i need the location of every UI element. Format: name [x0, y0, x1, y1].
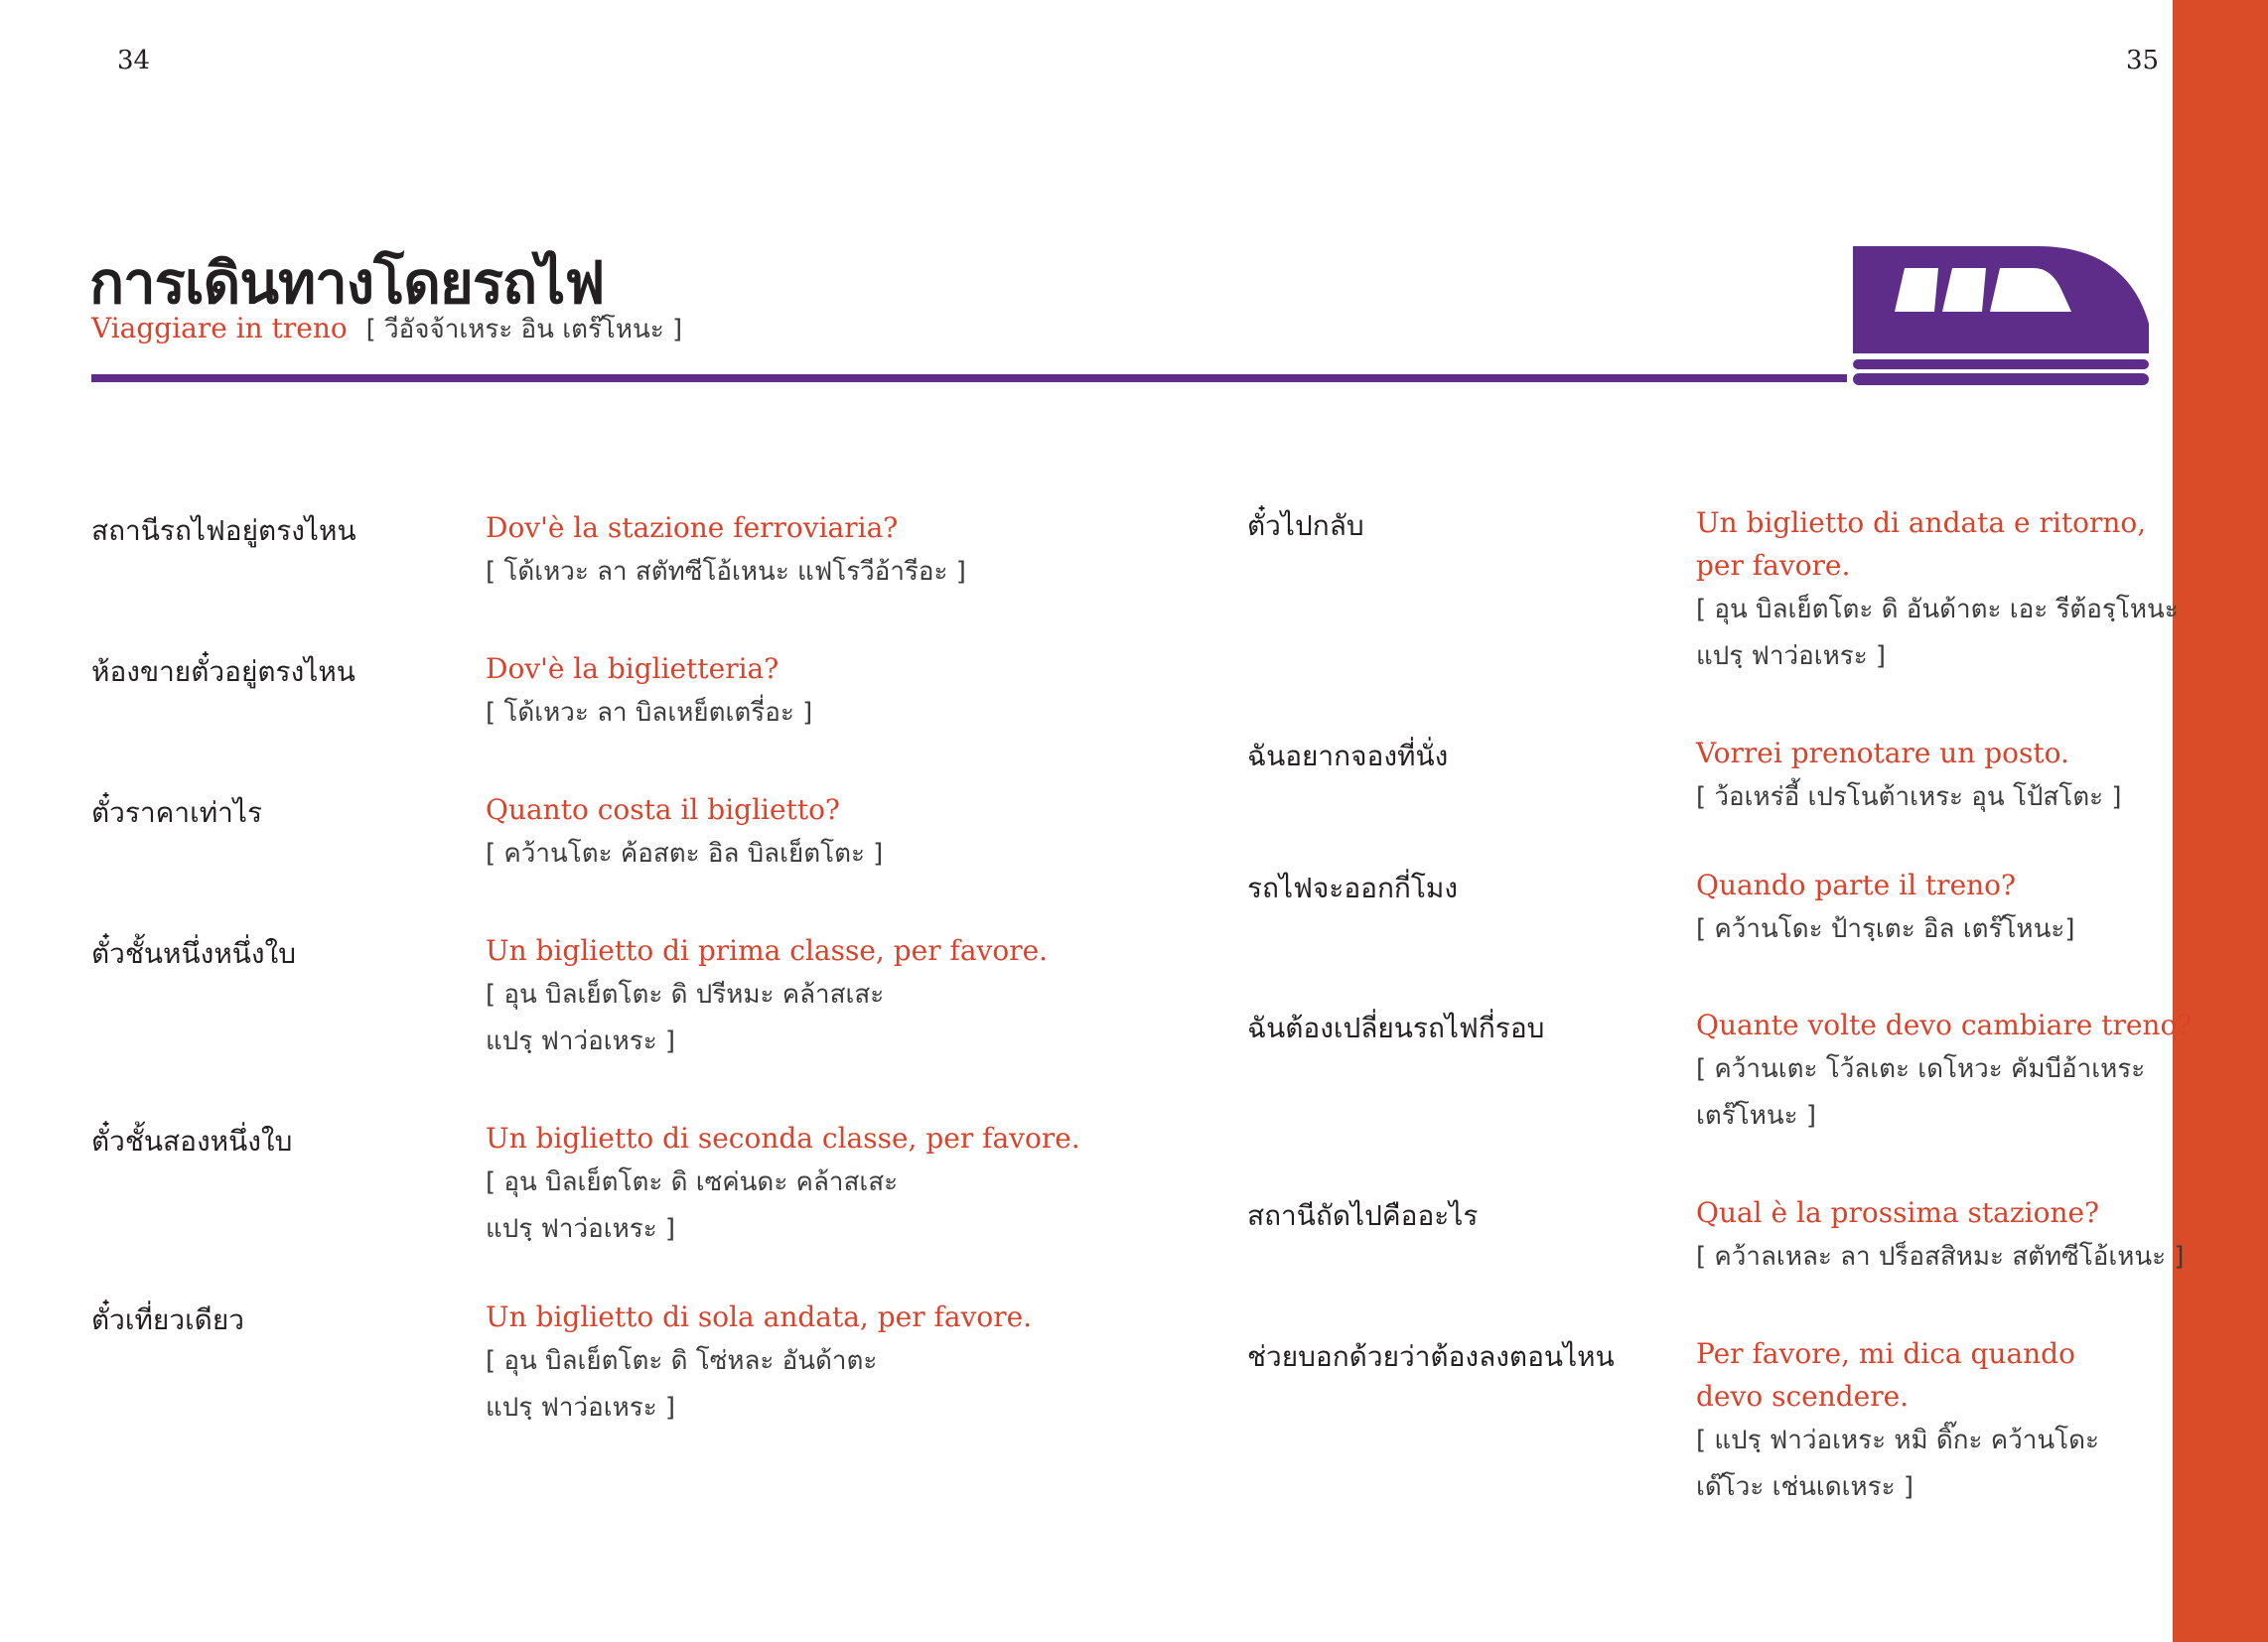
phrase-thai: ตั๋วไปกลับ [1247, 509, 1364, 542]
phrase-entry [1696, 501, 2179, 680]
phrase-italian: Un biglietto di prima classe, per favore. [486, 934, 1049, 967]
phrase-pronunciation: [ แปรฺ ฟาว่อเหระ หมิ ดิ๊กะ คว้านโดะ [1696, 1426, 2099, 1455]
phrase-entry [486, 647, 812, 737]
phrase-pronunciation: [ โด้เหวะ ลา บิลเหย็ตเตรี่อะ ] [486, 698, 813, 728]
phrase-italian: Un biglietto di seconda classe, per favore. [486, 1122, 1080, 1155]
phrase-pronunciation: [ คว้านเตะ โว้ลเตะ เดโหวะ คัมบีอ้าเหระ [1696, 1054, 2146, 1084]
phrase-entry [486, 1296, 1032, 1432]
phrase-italian: Quante volte devo cambiare treno? [1696, 1009, 2193, 1041]
phrase-pronunciation: [ คว้านโดะ ป้ารฺเตะ อิล เตร๊โหนะ] [1696, 914, 2075, 944]
phrase-pronunciation: [ อุน บิลเย็ตโตะ ดิ เซค่นดะ คล้าสเสะ [486, 1167, 899, 1197]
phrase-italian: devo scendere. [1696, 1380, 1910, 1413]
phrase-pronunciation: [ อุน บิลเย็ตโตะ ดิ อันด้าตะ เอะ รีต้อรฺโหนะ [1696, 595, 2179, 624]
phrase-entry [1696, 1004, 2192, 1140]
phrase-pronunciation: [ อุน บิลเย็ตโตะ ดิ ปรีหมะ คล้าสเสะ [486, 980, 885, 1010]
phrase-pronunciation: แปรฺ ฟาว่อเหระ ] [486, 1026, 676, 1056]
phrase-pronunciation: แปรฺ ฟาว่อเหระ ] [486, 1393, 676, 1423]
phrase-thai: สถานีรถไฟอยู่ตรงไหน [91, 514, 356, 547]
title-rule [91, 374, 1847, 382]
phrase-pronunciation: [ คว้าลเหละ ลา ปร็อสสิหมะ สตัทซีโอ้เหนะ ] [1696, 1242, 2185, 1272]
phrase-pronunciation: [ คว้านโตะ ค้อสตะ อิล บิลเย็ตโตะ ] [486, 839, 884, 869]
phrase-pronunciation: [ โด้เหวะ ลา สตัทซีโอ้เหนะ แฟโรวีอ้ารีอะ ] [486, 557, 966, 587]
phrase-pronunciation: [ ว้อเหร่อี้ เปรโนต้าเหระ อุน โป้สโตะ ] [1696, 782, 2122, 812]
page-title: การเดินทางโดยรถไฟ [89, 249, 605, 317]
page-number-left: 34 [117, 46, 151, 75]
side-accent-bar [2173, 0, 2268, 1642]
subtitle-italian: Viaggiare in treno [91, 312, 348, 344]
phrase-entry [486, 929, 1048, 1065]
phrase-pronunciation: [ อุน บิลเย็ตโตะ ดิ โซ่หละ อันด้าตะ [486, 1346, 878, 1376]
phrase-thai: ห้องขายตั๋วอยู่ตรงไหน [91, 655, 355, 688]
phrase-thai: ช่วยบอกด้วยว่าต้องลงตอนไหน [1247, 1340, 1615, 1373]
phrase-entry [1696, 732, 2122, 821]
phrase-entry [1696, 1191, 2185, 1281]
train-icon [1853, 246, 2149, 389]
phrase-italian: Un biglietto di andata e ritorno, [1696, 506, 2147, 539]
phrase-italian: Vorrei prenotare un posto. [1696, 737, 2069, 769]
page-subtitle [91, 309, 682, 349]
phrase-entry [486, 788, 883, 878]
phrase-thai: ตั๋วราคาเท่าไร [91, 796, 262, 829]
phrase-italian: Dov'è la biglietteria? [486, 652, 780, 685]
phrase-italian: Qual è la prossima stazione? [1696, 1196, 2100, 1229]
phrase-entry [486, 506, 966, 596]
phrase-italian: per favore. [1696, 549, 1851, 582]
phrase-italian: Per favore, mi dica quando [1696, 1337, 2075, 1370]
phrase-thai: รถไฟจะออกกี่โมง [1247, 872, 1459, 904]
phrase-entry [1696, 1332, 2099, 1511]
page-number-right: 35 [2126, 46, 2160, 75]
phrase-pronunciation: เตร๊โหนะ ] [1696, 1101, 1816, 1131]
phrase-entry [486, 1117, 1080, 1253]
subtitle-pronunciation: [ วีอัจจ้าเหระ อิน เตร๊โหนะ ] [365, 315, 683, 344]
phrase-italian: Quanto costa il biglietto? [486, 793, 840, 826]
phrase-thai: ตั๋วชั้นหนึ่งหนึ่งใบ [91, 937, 297, 970]
phrase-entry [1696, 864, 2074, 953]
phrase-pronunciation: เด๊โวะ เช่นเดเหระ ] [1696, 1472, 1914, 1502]
phrase-thai: ฉันต้องเปลี่ยนรถไฟกี่รอบ [1247, 1012, 1545, 1044]
phrase-italian: Quando parte il treno? [1696, 869, 2017, 901]
phrase-pronunciation: แปรฺ ฟาว่อเหระ ] [486, 1214, 676, 1244]
phrase-italian: Dov'è la stazione ferroviaria? [486, 511, 899, 544]
phrase-thai: ตั๋วเที่ยวเดียว [91, 1303, 244, 1336]
phrase-thai: ตั๋วชั้นสองหนึ่งใบ [91, 1125, 293, 1158]
phrase-italian: Un biglietto di sola andata, per favore. [486, 1300, 1033, 1333]
phrase-thai: สถานีถัดไปคืออะไร [1247, 1199, 1479, 1232]
phrase-thai: ฉันอยากจองที่นั่ง [1247, 740, 1449, 772]
phrase-pronunciation: แปรฺ ฟาว่อเหระ ] [1696, 641, 1887, 671]
